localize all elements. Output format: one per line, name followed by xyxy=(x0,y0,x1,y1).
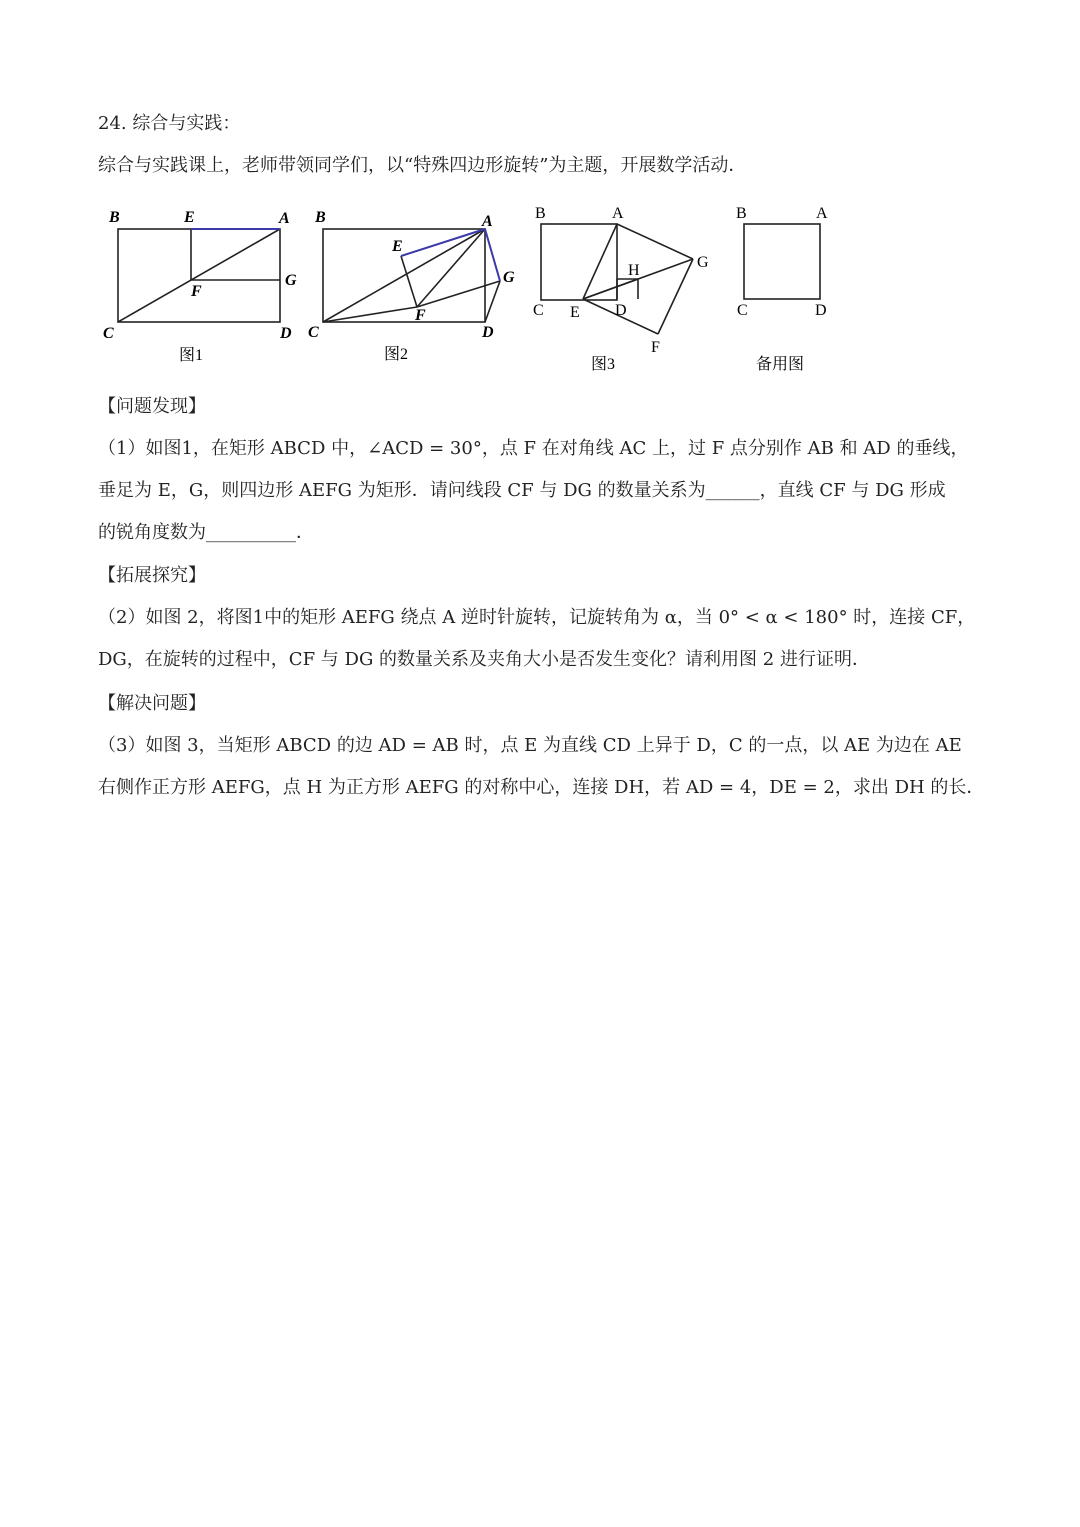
fig3-label-g: G xyxy=(697,254,709,271)
fig2-label-b: B xyxy=(315,209,326,226)
figure-1 xyxy=(118,229,280,322)
spare-label-a: A xyxy=(816,205,828,222)
section2-line2: DG，在旋转的过程中，CF 与 DG 的数量关系及夹角大小是否发生变化？请利用图 2 进行证明． xyxy=(98,649,870,670)
section1-line1: （1）如图1，在矩形 ABCD 中，∠ACD = 30°，点 F 在对角线 AC 上，过 F 点分别作 AB 和 AD 的垂线， xyxy=(98,438,969,459)
section3-line1: （3）如图 3，当矩形 ABCD 的边 AD = AB 时，点 E 为直线 CD 上异于 D，C 的一点，以 AE 为边在 AE xyxy=(98,735,962,756)
problem-title: 24. 综合与实践： xyxy=(98,113,241,134)
fig1-label-a: A xyxy=(279,210,290,227)
fig3-label-b: B xyxy=(535,205,546,222)
fig2-label-d: D xyxy=(482,324,494,341)
spare-caption: 备用图 xyxy=(756,356,805,373)
fig3-caption: 图3 xyxy=(591,356,616,373)
fig3-label-h: H xyxy=(628,262,640,279)
fig2-label-a: A xyxy=(482,213,493,230)
fig2-caption: 图2 xyxy=(384,346,409,363)
fig1-caption: 图1 xyxy=(179,347,204,364)
figures-diagram xyxy=(95,195,875,385)
section2-line1: （2）如图 2，将图1中的矩形 AEFG 绕点 A 逆时针旋转，记旋转角为 α，当 0° < α < 180° 时，连接 CF， xyxy=(98,607,976,628)
figure-2 xyxy=(323,229,500,322)
section3-heading: 【解决问题】 xyxy=(98,693,206,714)
spare-label-b: B xyxy=(736,205,747,222)
spare-label-c: C xyxy=(737,302,748,319)
section3-line2: 右侧作正方形 AEFG，点 H 为正方形 AEFG 的对称中心，连接 DH，若 AD = 4，DE = 2，求出 DH 的长． xyxy=(98,777,985,798)
fig1-label-f: F xyxy=(191,283,202,300)
fig1-label-e: E xyxy=(184,209,195,226)
figure-spare xyxy=(744,224,820,299)
fig1-label-b: B xyxy=(109,209,120,226)
fig3-label-a: A xyxy=(612,205,624,222)
fig1-label-d: D xyxy=(280,325,292,342)
fig1-label-c: C xyxy=(103,325,114,342)
fig1-label-g: G xyxy=(285,272,297,289)
fig3-label-e: E xyxy=(570,304,580,321)
fig2-label-c: C xyxy=(308,324,319,341)
fig3-label-d: D xyxy=(615,302,627,319)
section1-heading: 【问题发现】 xyxy=(98,396,206,417)
spare-label-d: D xyxy=(815,302,827,319)
fig2-label-e: E xyxy=(392,238,403,255)
problem-intro: 综合与实践课上，老师带领同学们，以“特殊四边形旋转”为主题，开展数学活动． xyxy=(98,155,747,176)
fig3-label-f: F xyxy=(651,339,660,356)
fig2-label-g: G xyxy=(503,269,515,286)
section2-heading: 【拓展探究】 xyxy=(98,565,206,586)
fig3-label-c: C xyxy=(533,302,544,319)
fig2-label-f: F xyxy=(415,307,426,324)
section1-line2: 垂足为 E，G，则四边形 AEFG 为矩形．请问线段 CF 与 DG 的数量关系为______，直线 CF 与 DG 形成 xyxy=(98,480,946,501)
section1-line3: 的锐角度数为__________． xyxy=(98,522,314,543)
